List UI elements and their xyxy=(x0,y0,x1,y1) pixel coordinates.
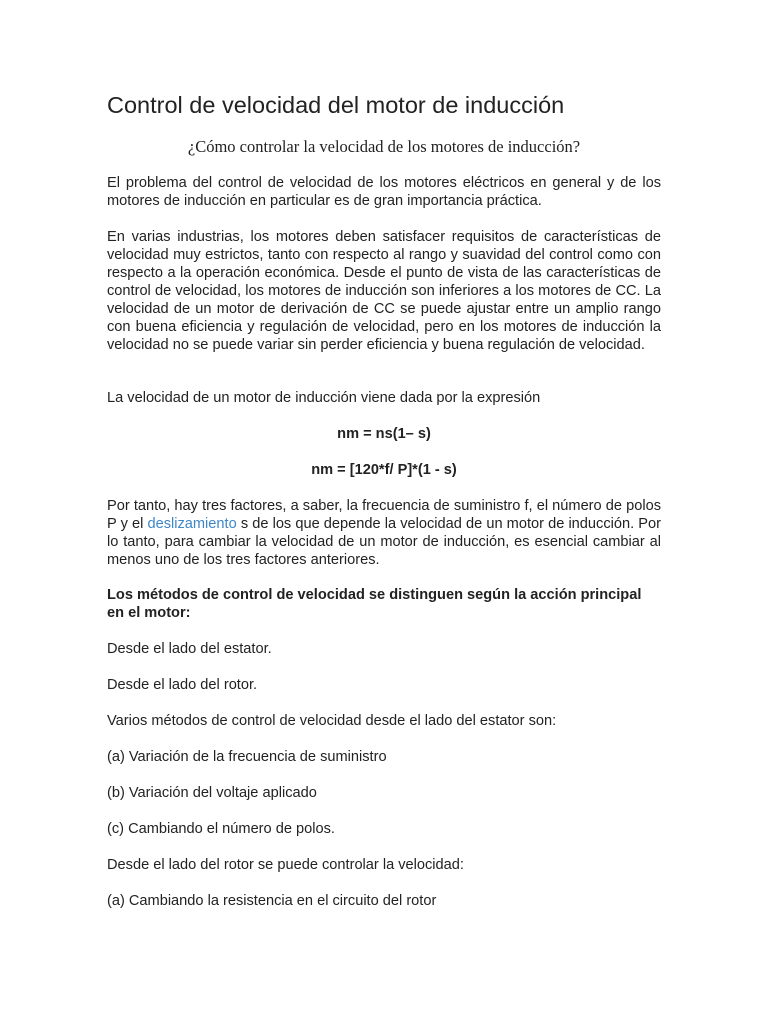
list-item-pole-number: (c) Cambiando el número de polos. xyxy=(107,821,335,837)
list-item-rotor-side: Desde el lado del rotor. xyxy=(107,677,258,693)
paragraph-factors xyxy=(107,497,661,569)
page-subtitle: ¿Cómo controlar la velocidad de los motores de inducción? xyxy=(187,137,581,156)
list-item-supply-frequency: (a) Variación de la frecuencia de suministro xyxy=(107,749,387,765)
paragraph-factors-text-2: s de los que depende la velocidad de un motor de inducción. Por lo tanto, para cambiar la velocidad de un motor de inducción, es esencial cambiar al menos uno de los tres factores anteriores. xyxy=(107,516,661,568)
formula-slip: nm = ns(1– s) xyxy=(337,426,431,442)
paragraph-rotor-methods: Desde el lado del rotor se puede controlar la velocidad: xyxy=(107,857,464,873)
list-item-rotor-resistance: (a) Cambiando la resistencia en el circuito del rotor xyxy=(107,893,437,909)
list-item-applied-voltage: (b) Variación del voltaje aplicado xyxy=(107,785,317,801)
deslizamiento-link[interactable]: deslizamiento xyxy=(147,516,237,532)
list-item-stator-side: Desde el lado del estator. xyxy=(107,641,272,657)
paragraph-methods-heading: Los métodos de control de velocidad se distinguen según la acción principal en el motor: xyxy=(107,587,642,621)
page-title: Control de velocidad del motor de inducción xyxy=(107,92,565,118)
paragraph-stator-methods: Varios métodos de control de velocidad desde el lado del estator son: xyxy=(107,713,557,729)
paragraph-industries: En varias industrias, los motores deben satisfacer requisitos de características de velocidad muy estrictos, tanto con respecto al rango y suavidad del control como con respecto a la operación económica. Desde el punto de vista de las características de control de velocidad, los motores de inducción son inferiores a los motores de CC. La velocidad de un motor de derivación de CC se puede ajustar entre un amplio rango con buena eficiencia y regulación de velocidad, pero en los motores de inducción la velocidad no se puede variar sin perder eficiencia y buena regulación de velocidad. xyxy=(107,229,661,353)
paragraph-expression: La velocidad de un motor de inducción viene dada por la expresión xyxy=(107,390,541,406)
formula-frequency: nm = [120*f/ P]*(1 - s) xyxy=(311,462,457,478)
paragraph-factors-text-1: Por tanto, hay tres factores, a saber, la frecuencia de suministro f, el número de polos P y el xyxy=(107,498,661,532)
paragraph-intro: El problema del control de velocidad de los motores eléctricos en general y de los motores de inducción en particular es de gran importancia práctica. xyxy=(107,175,661,209)
